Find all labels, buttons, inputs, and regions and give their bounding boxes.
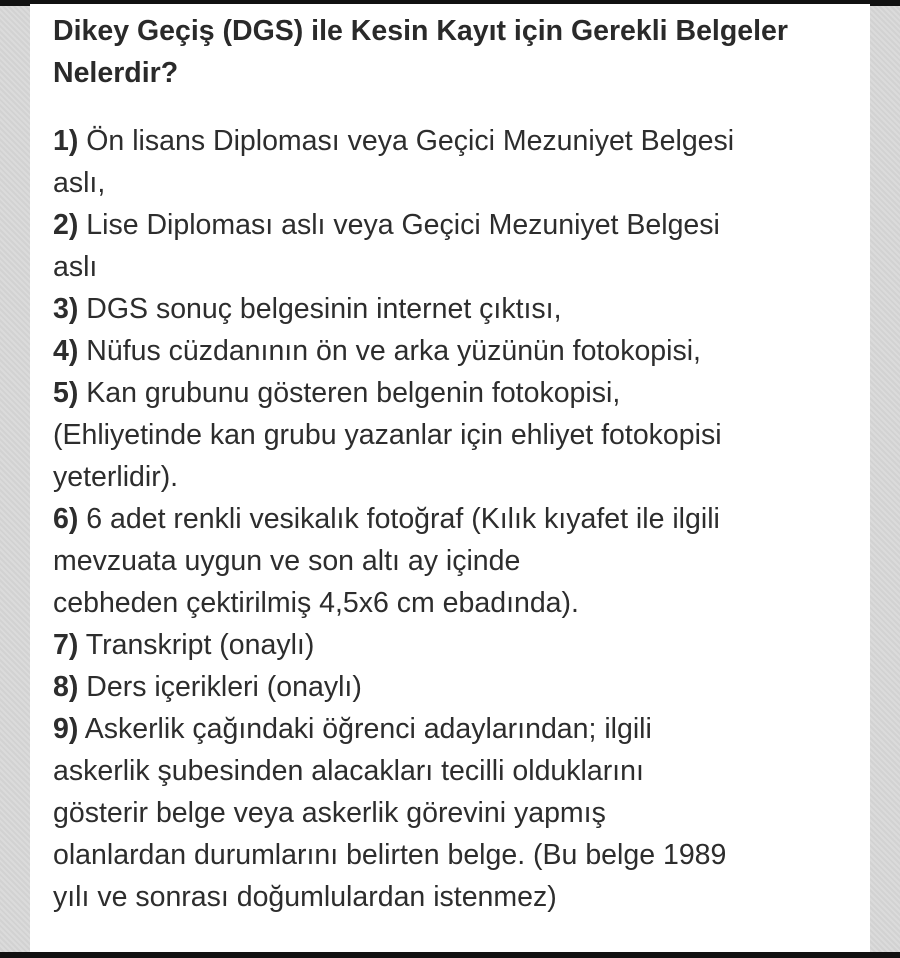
item-number: 1) <box>53 125 79 157</box>
list-item <box>53 666 850 708</box>
list-item-line <box>53 792 850 834</box>
list-item-line <box>53 582 850 624</box>
document-title: Dikey Geçiş (DGS) ile Kesin Kayıt için Gerekli Belgeler Nelerdir? <box>53 15 788 89</box>
list-item-line <box>53 498 850 540</box>
item-number: 8) <box>53 671 79 703</box>
item-text: yılı ve sonrası doğumlulardan istenmez) <box>53 881 557 913</box>
item-number: 7) <box>53 629 79 661</box>
list-item-line <box>53 540 850 582</box>
item-text: aslı, <box>53 167 106 199</box>
list-item <box>53 120 850 204</box>
item-text: olanlardan durumlarını belirten belge. (Bu belge 1989 <box>53 839 727 871</box>
item-text: Lise Diploması aslı veya Geçici Mezuniyet Belgesi <box>86 209 720 241</box>
list-item-line <box>53 204 850 246</box>
item-text: DGS sonuç belgesinin internet çıktısı, <box>86 293 562 325</box>
item-text: Nüfus cüzdanının ön ve arka yüzünün fotokopisi, <box>86 335 701 367</box>
list-item <box>53 498 850 624</box>
item-number: 6) <box>53 503 79 535</box>
item-text: cebheden çektirilmiş 4,5x6 cm ebadında). <box>53 587 579 619</box>
item-number: 9) <box>53 713 79 745</box>
document-card <box>30 4 870 952</box>
list-item-line <box>53 666 850 708</box>
list-item-line <box>53 246 850 288</box>
item-text: Kan grubunu gösteren belgenin fotokopisi, <box>86 377 621 409</box>
item-number: 4) <box>53 335 79 367</box>
item-text: gösterir belge veya askerlik görevini yapmış <box>53 797 606 829</box>
item-text: askerlik şubesinden alacakları tecilli olduklarını <box>53 755 644 787</box>
list-item-line <box>53 624 850 666</box>
list-item-line <box>53 834 850 876</box>
item-text: mevzuata uygun ve son altı ay içinde <box>53 545 521 577</box>
list-item <box>53 708 850 918</box>
list-item-line <box>53 288 850 330</box>
list-item <box>53 330 850 372</box>
requirements-list <box>53 120 850 918</box>
item-number: 2) <box>53 209 79 241</box>
item-text: Ders içerikleri (onaylı) <box>86 671 362 703</box>
list-item-line <box>53 330 850 372</box>
item-text: Ön lisans Diploması veya Geçici Mezuniyet Belgesi <box>86 125 735 157</box>
list-item <box>53 372 850 498</box>
list-item-line <box>53 120 850 162</box>
list-item <box>53 204 850 288</box>
item-number: 3) <box>53 293 79 325</box>
list-item <box>53 288 850 330</box>
list-item-line <box>53 708 850 750</box>
list-item <box>53 624 850 666</box>
item-text: Transkript (onaylı) <box>85 629 315 661</box>
list-item-line <box>53 750 850 792</box>
list-item-line <box>53 372 850 414</box>
item-text: yeterlidir). <box>53 461 179 493</box>
list-item-line <box>53 414 850 456</box>
item-text: Askerlik çağındaki öğrenci adaylarından; ilgili <box>84 713 652 745</box>
item-number: 5) <box>53 377 79 409</box>
item-text: aslı <box>53 251 98 283</box>
item-text: (Ehliyetinde kan grubu yazanlar için ehliyet fotokopisi <box>53 419 722 451</box>
item-text: 6 adet renkli vesikalık fotoğraf (Kılık kıyafet ile ilgili <box>86 503 720 535</box>
list-item-line <box>53 876 850 918</box>
bottom-border <box>0 952 900 958</box>
list-item-line <box>53 162 850 204</box>
list-item-line <box>53 456 850 498</box>
